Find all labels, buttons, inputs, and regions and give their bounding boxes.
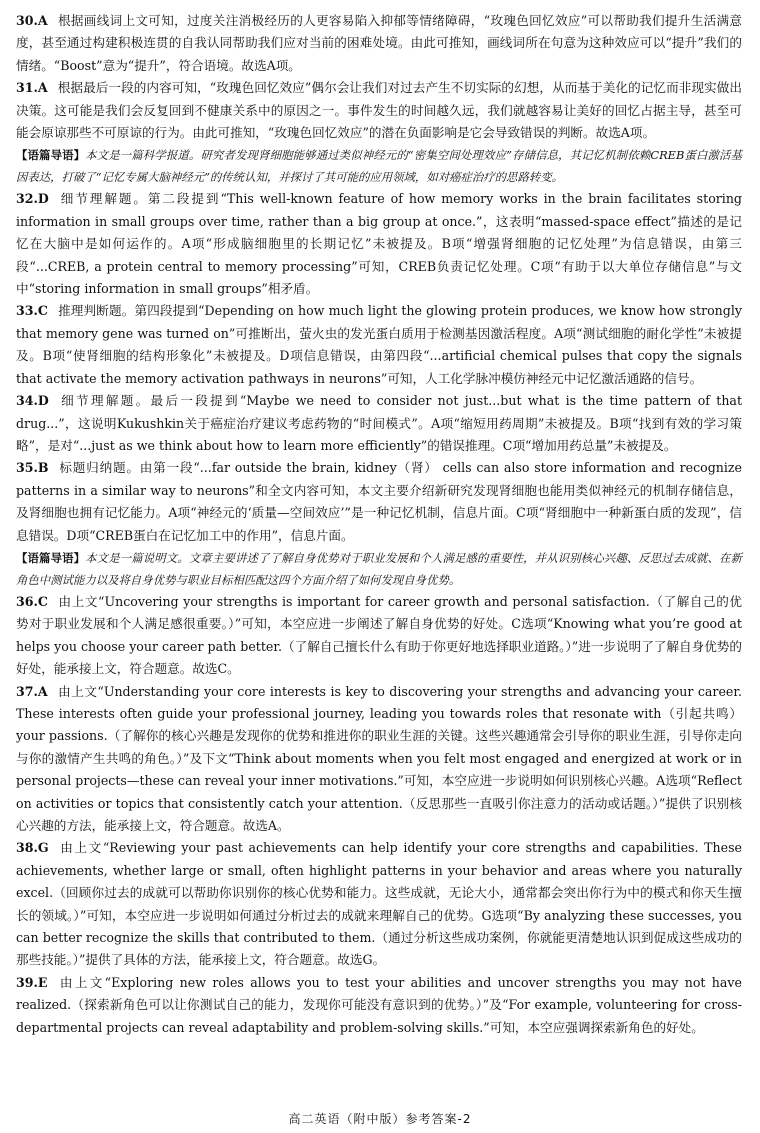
answer-item (16, 591, 742, 681)
answer-number: 37.A (16, 683, 48, 699)
answer-explanation: 细节理解题。最后一段提到“Maybe we need to consider not just...but what is the time pattern of that drug...”，这说明Kukushkin关于癌症治疗建议考虑药物的“时间模式”。A项“缩短用药周期”未被提及。B项“找到有效的学习策略”，是对“...just as we think about how to learn more efficiently”的错误推理。C项“增加用药总量”未被提及。 (16, 393, 742, 453)
answer-number: 32.D (16, 191, 49, 207)
answer-item (16, 390, 742, 457)
answer-number: 30.A (16, 13, 48, 28)
page-footer: 高二英语（附中版）参考答案-2 (288, 1112, 472, 1126)
answer-item (16, 77, 742, 144)
answer-number: 38.G (16, 840, 49, 856)
answer-explanation: 由上文“Reviewing your past achievements can help identify your core strengths and capabilities. These achievements, whether large or small, often highlight patterns in your behavior and areas where you naturally excel.（回顾你过去的成就可以帮助你识别你的核心优势和能力。这些成就，无论大小，通常都会突出你行为中的模式和你天生擅长的领域。）”可知，本空应进一步说明如何通过分析过去的成就来理解自己的优势。G选项“By analyzing these successes, you can better recognize the skills that contributed to them.（通过分析这些成功案例，你就能更清楚地认识到促成这些成功的那些技能。）”提供了具体的方法，能承接上文，符合题意。故选G。 (16, 840, 742, 968)
answer-explanation: 由上文“Understanding your core interests is key to discovering your strengths and advancing your career. These interests often guide your professional journey, leading you towards roles that resonate with（引起共鸣） your passions.（了解你的核心兴趣是发现你的优势和推进你的职业生涯的关键。这些兴趣通常会引导你的职业生涯，引导你走向与你的激情产生共鸣的角色。）”及下文“Think about moments when you felt most engaged and energized at work or in personal projects—these can reveal your inner motivations.”可知，本空应进一步说明如何识别核心兴趣。A选项“Reflect on activities or topics that consistently catch your attention.（反思那些一直吸引你注意力的活动或话题。）”提供了识别核心兴趣的方法，能承接上文，符合题意。故选A。 (16, 683, 742, 833)
passage-guide (16, 144, 742, 188)
answer-explanation: 根据最后一段的内容可知，“玫瑰色回忆效应”偶尔会让我们对过去产生不切实际的幻想，从而基于美化的记忆而非现实做出决策。这可能是我们会反复回到不健康关系中的原因之一。事件发生的时间越久远，我们就越容易让美好的回忆占据主导，甚至可能会原谅那些不可原谅的行为。由此可推知，“玫瑰色回忆效应”的潜在负面影响是它会导致错误的判断。故选A项。 (16, 80, 742, 141)
guide-text: 本文是一篇说明文。文章主要讲述了了解自身优势对于职业发展和个人满足感的重要性，并从识别核心兴趣、反思过去成就、在新角色中测试能力以及将自身优势与职业目标相匹配这四个方面介绍了如何发现自身优势。 (16, 550, 742, 587)
answer-number: 31.A (16, 80, 48, 96)
answer-explanation: 细节理解题。第二段提到“This well-known feature of how memory works in the brain facilitates storing information in small groups over time, rather than a big group at once.”，这表明“massed-space effect”描述的是记忆在大脑中是如何运作的。A项“形成脑细胞里的长期记忆”未被提及。B项“增强肾细胞的记忆处理”为信息错误，由第三段“...CREB, a protein central to memory processing”可知，CREB负责记忆处理。C项“有助于以大单位存储信息”与文中“storing information in small groups”相矛盾。 (16, 191, 742, 297)
answer-number: 34.D (16, 393, 49, 409)
answer-explanation: 推理判断题。第四段提到“Depending on how much light the glowing protein produces, we know how strongly that memory gene was turned on”可推断出，萤火虫的发光蛋白质用于检测基因激活程度。A项“测试细胞的耐化学性”未被提及。B项“使肾细胞的结构形象化”未被提及。D项信息错误，由第四段“...artificial chemical pulses that copy the signals that activate the memory activation pathways in neurons”可知，人工化学脉冲模仿神经元中记忆激活通路的信号。 (16, 303, 742, 386)
answer-number: 35.B (16, 460, 49, 476)
answer-item (16, 837, 742, 971)
answer-item (16, 188, 742, 300)
guide-tag: 【语篇导语】 (16, 550, 86, 565)
answer-item (16, 300, 742, 390)
answer-item (16, 10, 742, 77)
guide-tag: 【语篇导语】 (16, 148, 86, 163)
answer-item (16, 681, 742, 838)
answer-explanation: 根据画线词上文可知，过度关注消极经历的人更容易陷入抑郁等情绪障碍，“玫瑰色回忆效应”可以帮助我们提升生活满意度，甚至通过构建积极连贯的自我认同帮助我们应对当前的困难处境。由此可推知，画线词所在句意为这种效应可以“提升”我们的情绪。“Boost”意为“提升”，符合语境。故选A项。 (16, 13, 742, 73)
passage-guide (16, 547, 742, 591)
answer-explanation: 标题归纳题。由第一段“...far outside the brain, kidney（肾） cells can also store information and recognize patterns in a similar way to neurons”和全文内容可知，本文主要介绍新研究发现肾细胞也能用类似神经元的机制存储信息，及肾细胞也拥有记忆能力。A项“神经元的‘质量—空间效应’”是一种记忆机制，信息片面。C项“肾细胞中一种新蛋白质的发现”，信息错误。D项“CREB蛋白在记忆加工中的作用”，信息片面。 (16, 460, 742, 543)
answer-number: 33.C (16, 303, 48, 319)
answer-number: 39.E (16, 974, 48, 990)
answer-explanation: 由上文“Exploring new roles allows you to test your abilities and uncover strengths you may not have realized.（探索新角色可以让你测试自己的能力，发现你可能没有意识到的优势。）”及“For example, volunteering for cross-departmental projects can reveal adaptability and problem-solving skills.”可知，本空应强调探索新角色的好处。 (16, 974, 742, 1035)
answer-explanation: 由上文“Uncovering your strengths is important for career growth and personal satisfaction.（了解自己的优势对于职业发展和个人满足感很重要。）”可知，本空应进一步阐述了解自身优势的好处。C选项“Knowing what you’re good at helps you choose your career path better.（了解自己擅长什么有助于你更好地选择职业道路。）”进一步说明了了解自身优势的好处，能承接上文，符合题意。故选C。 (16, 593, 742, 677)
answer-item (16, 972, 742, 1039)
answer-number: 36.C (16, 593, 48, 609)
answer-item (16, 457, 742, 547)
guide-text: 本文是一篇科学报道。研究者发现肾细胞能够通过类似神经元的“密集空间处理效应”存储信息，其记忆机制依赖CREB蛋白激活基因表达，打破了“记忆专属大脑神经元”的传统认知，并探讨了其可能的应用领域，如对癌症治疗的思路转变。 (16, 148, 742, 185)
